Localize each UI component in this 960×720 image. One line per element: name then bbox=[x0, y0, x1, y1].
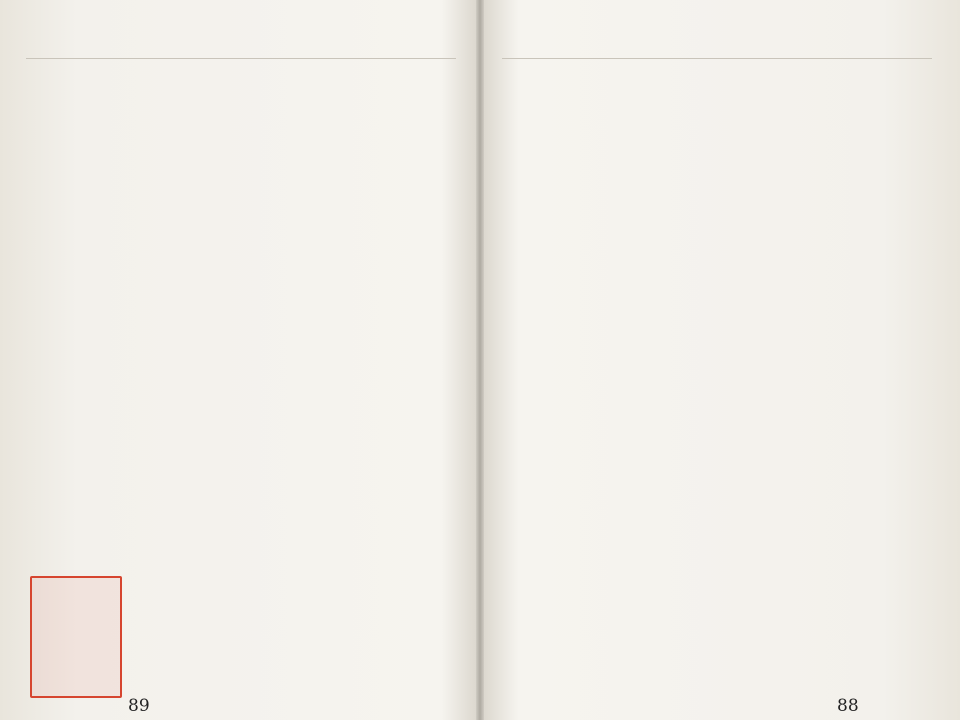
right-page bbox=[482, 0, 960, 720]
right-page-number: 88 bbox=[837, 696, 859, 716]
right-page-text-block bbox=[502, 58, 932, 699]
left-page-number: 89 bbox=[128, 696, 150, 716]
red-seal-stamp bbox=[30, 576, 122, 698]
